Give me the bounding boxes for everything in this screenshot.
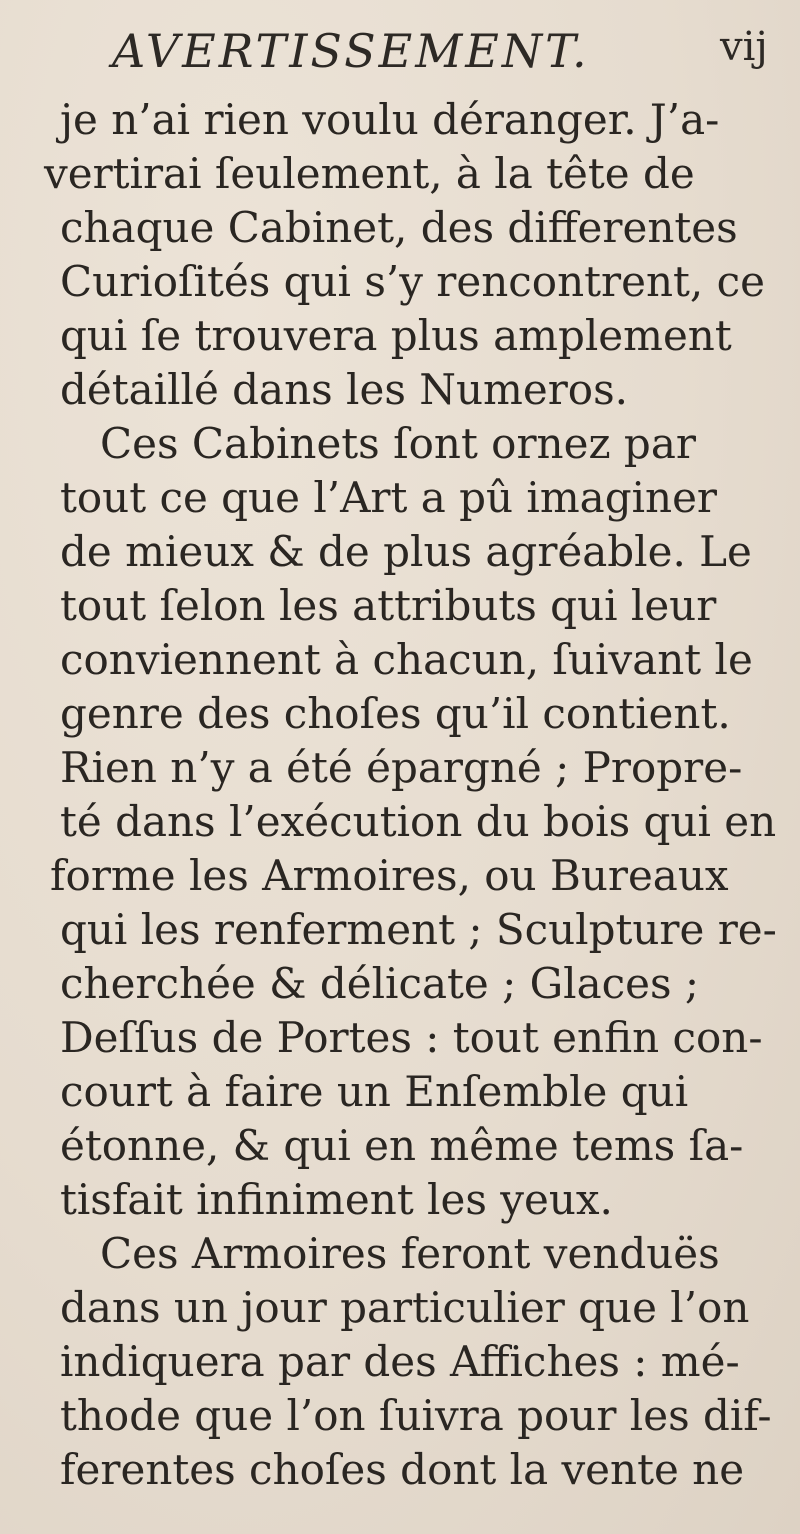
text-line: thode que l’on ſuivra pour les dif-: [60, 1391, 772, 1440]
text-line: té dans l’exécution du bois qui en: [60, 797, 777, 846]
text-line: tout ſelon les attributs qui leur: [60, 581, 717, 630]
text-line: de mieux & de plus agréable. Le: [60, 527, 752, 576]
text-line: ferentes choſes dont la vente ne: [60, 1445, 745, 1494]
page-header: [0, 22, 800, 92]
text-line: vertirai ſeulement, à la tête de: [44, 149, 695, 198]
text-line: genre des choſes qu’il contient.: [60, 689, 731, 738]
running-title: AVERTISSEMENT.: [112, 24, 590, 78]
text-line: tout ce que l’Art a pû imaginer: [60, 473, 718, 522]
text-line: Curioſités qui s’y rencontrent, ce: [60, 257, 765, 306]
text-line: qui les renferment ; Sculpture re-: [60, 905, 777, 954]
text-line: Deſſus de Portes : tout enfin con-: [60, 1013, 763, 1062]
paragraph-start-line: Ces Cabinets ſont ornez par: [100, 419, 696, 468]
text-line: conviennent à chacun, ſuivant le: [60, 635, 753, 684]
page-number: vij: [720, 24, 768, 70]
text-line: indiquera par des Affiches : mé-: [60, 1337, 740, 1386]
text-line: Rien n’y a été épargné ; Propre-: [60, 743, 743, 792]
text-line: qui ſe trouvera plus amplement: [60, 311, 732, 360]
text-line: forme les Armoires, ou Bureaux: [50, 851, 729, 900]
text-line: étonne, & qui en même tems ſa-: [60, 1121, 744, 1170]
text-line: court à faire un Enſemble qui: [60, 1067, 689, 1116]
text-line: cherchée & délicate ; Glaces ;: [60, 959, 700, 1008]
text-line: dans un jour particulier que l’on: [60, 1283, 750, 1332]
text-line: tisfait infiniment les yeux.: [60, 1175, 613, 1224]
paragraph-start-line: Ces Armoires feront venduës: [100, 1229, 720, 1278]
text-line: chaque Cabinet, des differentes: [60, 203, 738, 252]
text-line: je n’ai rien voulu déranger. J’a-: [60, 95, 720, 144]
text-line: détaillé dans les Numeros.: [60, 365, 628, 414]
